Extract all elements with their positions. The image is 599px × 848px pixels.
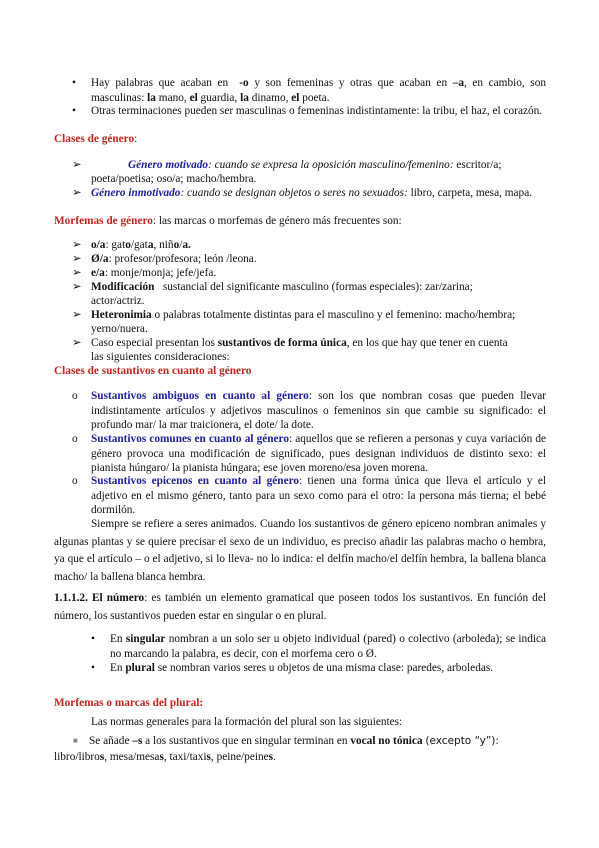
text-run: En xyxy=(110,633,123,645)
text-run: mano, xyxy=(158,91,187,104)
arrow-text-cont: actor/actriz. xyxy=(91,295,145,307)
heading-text: Clases de sustantivos en cuanto al género xyxy=(54,365,252,377)
text-run: dinamo, xyxy=(251,91,289,104)
bullet-marker: • xyxy=(91,662,95,674)
text-run: Ø/a xyxy=(91,253,109,265)
bullet-text xyxy=(110,632,546,661)
arrow-text-cont: yerno/nuera. xyxy=(91,323,148,335)
text-run: : es también un elemento gramatical que poseen todos los sustantivos. En función del número, los sustantivos pueden estar en singular o en plural. xyxy=(54,592,546,622)
heading-text: Morfemas o marcas del plural: xyxy=(54,697,204,709)
arrow-text xyxy=(91,252,257,267)
term: Sustantivos ambiguos en cuanto al género xyxy=(91,390,309,402)
heading-morfemas-genero xyxy=(54,214,599,229)
text-run: o palabras totalmente distintas para el masculino y el femenino: macho/hembra; xyxy=(154,309,516,321)
text-run: el xyxy=(189,91,198,104)
text-run: , en cambio, son masculinas: xyxy=(91,77,546,104)
text-run: poeta xyxy=(302,91,327,104)
arrow-text xyxy=(91,280,546,295)
heading-morfemas-plural xyxy=(54,696,599,711)
text-run: sustancial del significante masculino (formas especiales): zar/zarina; xyxy=(162,281,473,293)
rule-text xyxy=(89,734,499,749)
arrow-text-cont: poeta/poetisa; oso/a; macho/hembra. xyxy=(91,173,257,185)
arrow-text xyxy=(128,158,548,173)
term: Sustantivos epicenos en cuanto al género xyxy=(91,475,300,487)
text-run: , taxi/taxi xyxy=(163,751,207,763)
text-run: nombran a un solo ser u objeto individual (pared) o colectivo (arboleda); se indica no marcando la palabra, es decir, con el morfema cero o Ø. xyxy=(110,633,547,660)
text-run: En xyxy=(110,662,123,674)
text-run: sustantivos de forma única xyxy=(217,337,347,349)
circle-text xyxy=(91,432,546,476)
text-run: : monje/monja; jefe/jefa. xyxy=(104,267,217,279)
bullet-marker: • xyxy=(91,633,95,645)
arrow-text xyxy=(91,336,546,351)
heading-clases-sustantivos xyxy=(54,364,599,379)
text-run: la xyxy=(147,91,156,104)
text-run: a xyxy=(147,239,154,251)
heading-clases-genero xyxy=(54,132,599,147)
text-run: plural xyxy=(125,662,155,674)
text-run: : son los que nombran cosas que pueden llevar indistintamente artículos y adjetivos masculinos o femeninos sin que cambie su significado: el profundo mar/ la mar traicionera, el dote/ la dote. xyxy=(91,390,546,431)
text-run: Caso especial presentan los xyxy=(91,337,215,349)
term: Género motivado xyxy=(128,159,209,171)
text-run: la xyxy=(240,91,249,104)
arrow-marker: ➢ xyxy=(72,239,82,251)
text-run: el xyxy=(291,91,300,104)
text-run: , en los que hay que tener en cuenta xyxy=(346,337,508,349)
text-run: : aquellos que se refieren a personas y cuya variación de género provoca una modificación de significado, pues designan individuos de distinto sexo: el pianista húngaro/ la pianista húngara; ese joven moreno/esa joven morena. xyxy=(91,433,546,474)
circle-text xyxy=(91,474,546,518)
heading-text: Morfemas de género xyxy=(54,215,153,227)
text-run: cuando se designan objetos o seres no sexuados: xyxy=(187,187,408,199)
text-run: libro/libro xyxy=(54,751,100,763)
heading-text: Clases de género xyxy=(54,133,135,145)
bullet-marker: • xyxy=(72,105,76,117)
text-run: s xyxy=(99,751,105,763)
term: Sustantivos comunes en cuanto al género xyxy=(91,433,290,445)
text-run: o xyxy=(125,239,131,251)
text-run: / xyxy=(179,239,183,251)
rule-examples xyxy=(54,750,276,765)
text-run: , peine/peine xyxy=(210,751,269,763)
arrow-text xyxy=(91,308,546,323)
text-run: vocal no tónica xyxy=(350,735,423,747)
square-marker: ■ xyxy=(73,736,78,745)
arrow-marker: ➢ xyxy=(72,187,82,199)
arrow-marker: ➢ xyxy=(72,267,82,279)
text-run: a. xyxy=(182,239,191,251)
text-run: escritor/a; xyxy=(456,159,502,171)
text-run: Modificación xyxy=(91,281,155,293)
text-run: o xyxy=(173,239,180,251)
text-run: –s xyxy=(132,735,143,747)
bullet-text xyxy=(110,661,546,676)
bullet-marker: • xyxy=(72,77,76,89)
text-run: cuando se expresa la oposición masculino/femenino: xyxy=(214,159,454,171)
arrow-text xyxy=(91,186,546,201)
term: Género inmotivado xyxy=(91,187,181,199)
text-run: o/a xyxy=(91,239,106,251)
text-run: . xyxy=(273,751,276,763)
circle-marker: o xyxy=(72,390,78,402)
text-run: libro, carpeta, mesa, mapa. xyxy=(410,187,533,199)
circle-marker: o xyxy=(72,475,78,487)
paragraph-text: Siempre se refiere a seres animados. Cuando los sustantivos de género epiceno nombran animales y algunas plantas y se quiere precisar el sexo de un individuo, es preciso añadir las palabras macho o hembra, ya que el artículo – o el adjetivo, si lo lleva- no lo indica: el delfín macho/el delfín hembra, la ballena blanca macho/ la ballena blanca hembra. xyxy=(54,518,546,583)
text-run: . xyxy=(326,91,330,104)
text-run: –a xyxy=(452,77,464,89)
text-run: se nombran varios seres u objetos de una misma clase: paredes, arboledas. xyxy=(157,662,494,674)
arrow-text xyxy=(91,266,216,281)
text-run: s xyxy=(159,751,164,763)
text-run: (excepto “y”): xyxy=(425,735,499,747)
text-run: 1.1.1.2. El número xyxy=(54,592,145,604)
circle-text xyxy=(91,389,546,433)
circle-marker: o xyxy=(72,433,78,445)
text-run: Hay palabras que acaban en xyxy=(91,77,229,89)
paragraph-text xyxy=(54,590,546,625)
text-run: Heteronimia xyxy=(91,309,152,321)
arrow-text-cont: las siguientes consideraciones: xyxy=(91,351,230,363)
text-run: y son femeninas y otras que acaban en xyxy=(254,77,448,89)
arrow-marker: ➢ xyxy=(72,281,82,293)
bullet-text: Otras terminaciones pueden ser masculinas o femeninas indistintamente: la tribu, el haz, el corazón. xyxy=(91,105,543,117)
arrow-marker: ➢ xyxy=(72,253,82,265)
text-run: guardia, xyxy=(200,91,238,104)
arrow-marker: ➢ xyxy=(72,309,82,321)
text-run: s xyxy=(206,751,211,763)
bullet-text xyxy=(91,76,546,105)
text-run: : las marcas o morfemas de género más frecuentes son: xyxy=(152,215,402,227)
text-run: /gat xyxy=(130,239,148,251)
text-run: : tienen una forma única que lleva el artículo y el adjetivo en el mismo género, tanto para un sexo como para el otro: la persona más tierna; el bebé dormilón. xyxy=(91,475,546,516)
text-run: : xyxy=(180,187,185,199)
text-run: : xyxy=(208,159,212,171)
paragraph-text: Las normas generales para la formación del plural son las siguientes: xyxy=(91,716,403,728)
text-run: e/a xyxy=(91,267,105,279)
text-run: singular xyxy=(125,633,166,645)
text-run: -o xyxy=(239,77,249,89)
text-run: : gat xyxy=(105,239,126,251)
text-run: a los sustantivos que en singular terminan en xyxy=(145,735,348,747)
arrow-marker: ➢ xyxy=(72,159,82,171)
arrow-marker: ➢ xyxy=(72,337,82,349)
text-run: : profesor/profesora; león /leona. xyxy=(108,253,257,265)
text-run: s xyxy=(268,751,274,763)
heading-colon: : xyxy=(134,133,138,145)
text-run: , mesa/mesa xyxy=(104,751,160,763)
arrow-text xyxy=(91,238,191,253)
text-run: , niñ xyxy=(153,239,174,251)
text-run: Se añade xyxy=(89,735,130,747)
